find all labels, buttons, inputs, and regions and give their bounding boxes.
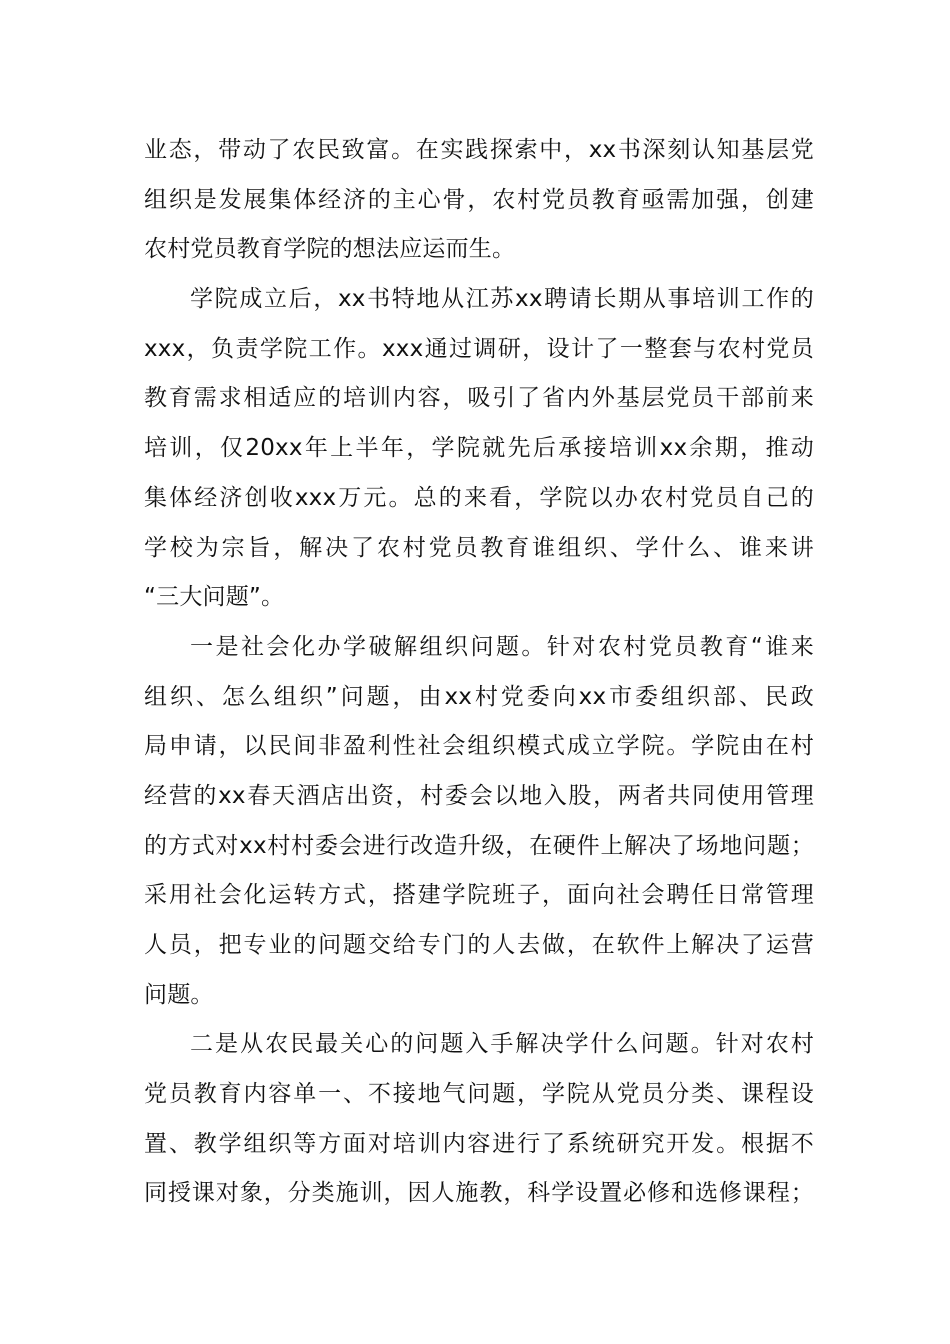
paragraph-line: 业态，带动了农民致富。在实践探索中，xx书深刻认知基层党 [144, 137, 814, 163]
paragraph-line: 培训，仅20xx年上半年，学院就先后承接培训xx余期，推动 [144, 435, 814, 462]
paragraph-line: 置、教学组织等方面对培训内容进行了系统研究开发。根据不 [144, 1130, 814, 1157]
paragraph-line: 人员，把专业的问题交给专门的人去做，在软件上解决了运营 [144, 932, 814, 958]
document-body [144, 126, 814, 1219]
paragraph-line: 同授课对象，分类施训，因人施教，科学设置必修和选修课程； [144, 1180, 814, 1207]
paragraph-line: 农村党员教育学院的想法应运而生。 [144, 236, 516, 263]
paragraph-line: 组织、怎么组织”问题，由xx村党委向xx市委组织部、民政 [144, 683, 814, 710]
paragraph-line: 局申请，以民间非盈利性社会组织模式成立学院。学院由在村 [144, 733, 814, 760]
paragraph-line: 采用社会化运转方式，搭建学院班子，面向社会聘任日常管理 [144, 882, 814, 909]
paragraph-line: 一是社会化办学破解组织问题。针对农村党员教育“谁来 [190, 633, 814, 660]
paragraph-line: 学校为宗旨，解决了农村党员教育谁组织、学什么、谁来讲 [144, 534, 814, 561]
paragraph-line: 的方式对xx村村委会进行改造升级，在硬件上解决了场地问题； [144, 832, 814, 859]
paragraph-line: “三大问题”。 [144, 584, 285, 611]
paragraph-line: 组织是发展集体经济的主心骨，农村党员教育亟需加强，创建 [144, 186, 814, 213]
paragraph-line: xxx，负责学院工作。xxx通过调研，设计了一整套与农村党员 [144, 335, 814, 362]
paragraph-line: 问题。 [144, 981, 214, 1008]
paragraph-line: 经营的xx春天酒店出资，村委会以地入股，两者共同使用管理 [144, 782, 814, 809]
paragraph-line: 学院成立后，xx书特地从江苏xx聘请长期从事培训工作的 [190, 286, 814, 313]
paragraph-line: 二是从农民最关心的问题入手解决学什么问题。针对农村 [190, 1031, 814, 1058]
paragraph-line: 教育需求相适应的培训内容，吸引了省内外基层党员干部前来 [144, 385, 814, 412]
paragraph-line: 党员教育内容单一、不接地气问题，学院从党员分类、课程设 [144, 1081, 814, 1108]
paragraph-line: 集体经济创收xxx万元。总的来看，学院以办农村党员自己的 [144, 484, 814, 511]
